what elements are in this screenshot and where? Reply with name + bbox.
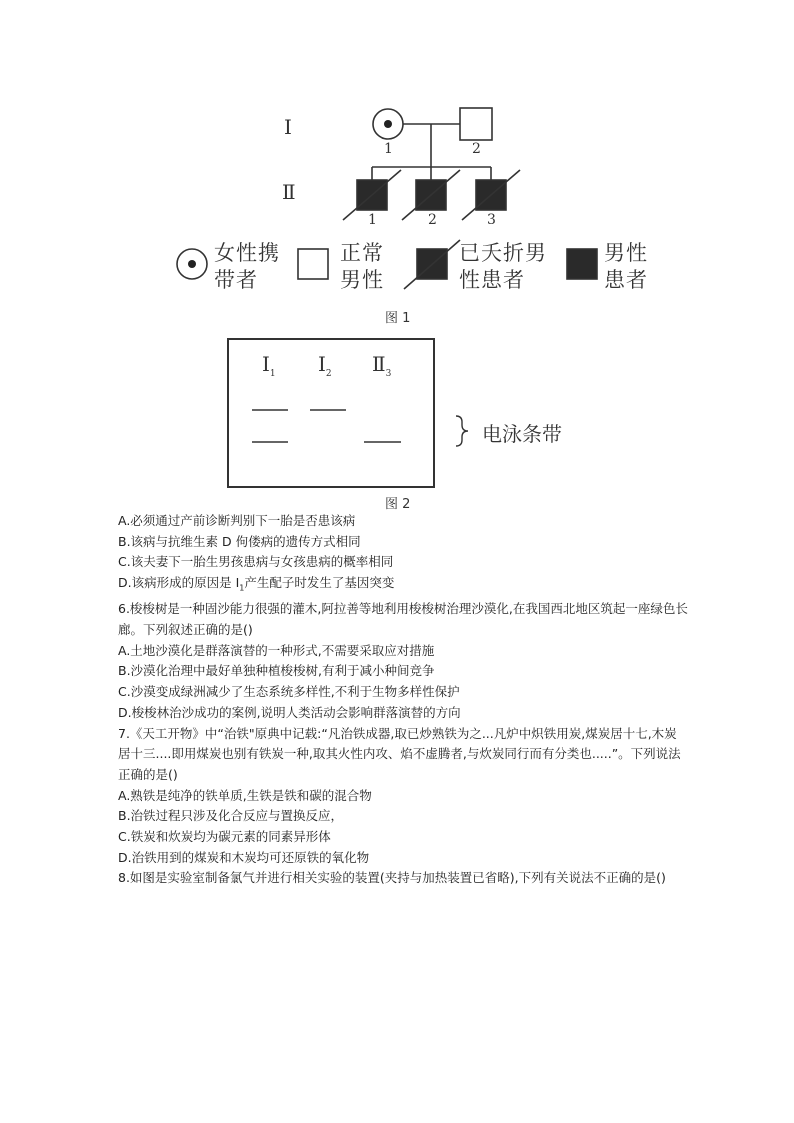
legend-line: 正常 bbox=[340, 241, 384, 265]
lane-main: I bbox=[262, 352, 270, 376]
q8-stem: 8.如图是实验室制备氯气并进行相关实验的装置(夹持与加热装置已省略),下列有关说法不正确的是() bbox=[118, 870, 666, 886]
generation-label-1: Ⅰ bbox=[284, 115, 292, 139]
question-text bbox=[118, 511, 688, 889]
legend-line: 男性 bbox=[604, 241, 648, 265]
q5-option-c: C.该夫妻下一胎生男孩患病与女孩患病的概率相同 bbox=[118, 554, 394, 570]
electrophoresis-band-label: 电泳条带 bbox=[482, 422, 562, 446]
q7-stem: 7.《天工开物》中“治铁"原典中记载:“凡治铁成器,取已炒熟铁为之...凡炉中炽铁用炭,煤炭居十七,木炭居十三....即用煤炭也别有铁炭一种,取其火性内攻、焰不虚腾者,与炊炭同行而有分类也.....”。下列说法正确的是() bbox=[118, 725, 681, 782]
legend-line: 带者 bbox=[214, 268, 258, 292]
q7-option-c: C.铁炭和炊炭均为碳元素的同素异形体 bbox=[118, 829, 331, 845]
legend-line: 男性 bbox=[340, 268, 384, 292]
legend-deceased-male bbox=[459, 240, 547, 294]
lane-label-II3 bbox=[372, 352, 391, 379]
legend-line: 女性携 bbox=[214, 241, 280, 265]
gel-diagram bbox=[0, 330, 794, 490]
q6-option-c: C.沙漠变成绿洲减少了生态系统多样性,不利于生物多样性保护 bbox=[118, 684, 460, 700]
lane-main: I bbox=[318, 352, 326, 376]
normal-male-symbol-I2 bbox=[460, 108, 492, 140]
q7-option-a: A.熟铁是纯净的铁单质,生铁是铁和碳的混合物 bbox=[118, 787, 372, 803]
legend-line: 患者 bbox=[604, 268, 648, 292]
generation-label-2: Ⅱ bbox=[282, 180, 296, 204]
legend-female-carrier bbox=[214, 240, 280, 294]
q5-d-text-end: 产生配子时发生了基因突变 bbox=[244, 575, 395, 591]
lane-main: Ⅱ bbox=[372, 352, 386, 376]
gen2-number-2: 2 bbox=[428, 212, 437, 228]
legend-line: 已夭折男 bbox=[459, 241, 547, 265]
q5-option-d bbox=[118, 573, 688, 599]
q5-option-a: A.必须通过产前诊断判别下一胎是否患该病 bbox=[118, 513, 356, 528]
gen2-number-1: 1 bbox=[368, 212, 377, 228]
legend-affected-male-icon bbox=[567, 249, 597, 279]
legend-normal-male bbox=[340, 240, 384, 294]
q5-d-subscript: 1 bbox=[239, 583, 245, 593]
q5-option-b: B.该病与抗维生素 D 佝偻病的遗传方式相同 bbox=[118, 533, 361, 549]
gen1-number-2: 2 bbox=[472, 141, 481, 157]
lane-label-I1 bbox=[262, 352, 276, 379]
q7-option-b: B.治铁过程只涉及化合反应与置换反应， bbox=[118, 808, 344, 824]
q6-option-a: A.土地沙漠化是群落演替的一种形式,不需要采取应对措施 bbox=[118, 642, 435, 658]
lane-sub: 1 bbox=[269, 369, 276, 379]
figure2-caption: 图 2 bbox=[385, 497, 411, 512]
gen2-number-3: 3 bbox=[487, 212, 496, 228]
legend-line: 性患者 bbox=[459, 268, 525, 292]
legend-affected-male bbox=[604, 240, 648, 294]
pedigree-chart bbox=[0, 0, 794, 300]
lane-sub: 2 bbox=[325, 369, 332, 379]
q5-d-text: D.该病形成的原因是 I bbox=[118, 575, 240, 591]
lane-sub: 3 bbox=[385, 369, 392, 379]
q6-stem: 6.梭梭树是一种固沙能力很强的灌木,阿拉善等地利用梭梭树治理沙漠化,在我国西北地区筑起一座绿色长廊。下列叙述正确的是() bbox=[118, 601, 688, 638]
brace-icon bbox=[456, 416, 468, 446]
q7-option-d: D.治铁用到的煤炭和木炭均可还原铁的氧化物 bbox=[118, 849, 370, 865]
gen1-number-1: 1 bbox=[384, 141, 393, 157]
q6-option-b: B.沙漠化治理中最好单独种植梭梭树,有利于减小种间竞争 bbox=[118, 663, 435, 679]
legend-normal-male-icon bbox=[298, 249, 328, 279]
figure1-caption: 图 1 bbox=[385, 311, 411, 326]
q6-option-d: D.梭梭林治沙成功的案例,说明人类活动会影响群落演替的方向 bbox=[118, 704, 461, 720]
lane-label-I2 bbox=[318, 352, 332, 379]
